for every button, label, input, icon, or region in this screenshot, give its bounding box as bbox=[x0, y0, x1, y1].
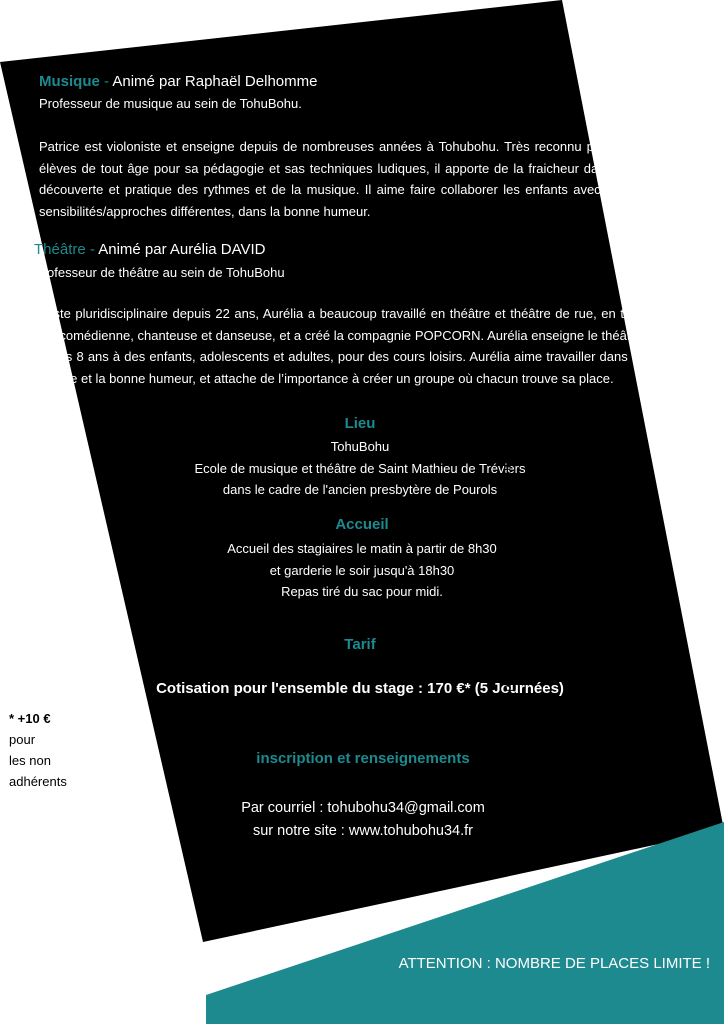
print-notice-vertical bbox=[500, 382, 516, 782]
lieu-block bbox=[110, 436, 610, 501]
inscription-title: inscription et renseignements bbox=[256, 750, 470, 767]
lieu-title: Lieu bbox=[344, 415, 376, 432]
accueil-title: Accueil bbox=[335, 516, 389, 533]
note-line: pour bbox=[9, 732, 36, 747]
accueil-block bbox=[112, 538, 612, 603]
tarif-title: Tarif bbox=[344, 636, 376, 653]
theatre-separator: - bbox=[85, 241, 99, 258]
musique-animator: Animé par Raphaël Delhomme bbox=[112, 73, 318, 90]
note-price: * +10 € bbox=[9, 711, 51, 726]
musique-heading bbox=[39, 73, 639, 90]
lieu-line: TohuBohu bbox=[330, 439, 390, 454]
tarif-cotisation: Cotisation pour l'ensemble du stage : 170 €* (5 Journées) bbox=[156, 680, 564, 697]
accueil-line: Accueil des stagiaires le matin à partir de 8h30 bbox=[227, 541, 497, 556]
lieu-line: dans le cadre de l'ancien presbytère de Pourols bbox=[222, 482, 498, 497]
contact-email: Par courriel : tohubohu34@gmail.com bbox=[241, 800, 485, 816]
note-line: adhérents bbox=[9, 774, 67, 789]
accueil-line: et garderie le soir jusqu'à 18h30 bbox=[269, 562, 455, 578]
non-member-note bbox=[9, 708, 99, 792]
musique-subtitle: Professeur de musique au sein de TohuBohu. bbox=[39, 96, 302, 111]
lieu-line: Ecole de musique et théâtre de Saint Mathieu de Tréviers bbox=[194, 460, 526, 476]
theatre-description: Artiste pluridisciplinaire depuis 22 ans, Aurélia a beaucoup travaillé en théâtre et théâtre de rue, en tant que comédienne, chanteuse et danseuse, et a créé la compagnie POPCORN. Aurélia enseigne le théâtre depuis 8 ans à des enfants, adolescents et adultes, pour des cours loisirs. Aurélia aime travailler dans la détente et la bonne humeur, et attache de l’importance à créer un groupe où chacun trouve sa place. bbox=[34, 306, 642, 386]
contact-site: sur notre site : www.tohubohu34.fr bbox=[252, 823, 474, 839]
musique-label: Musique bbox=[39, 73, 100, 90]
print-notice-text: imprimé par nos soins - Ne pas jeter sur la voie publique. bbox=[500, 424, 514, 740]
contact-block bbox=[113, 797, 613, 843]
musique-separator: - bbox=[99, 73, 113, 90]
theatre-label: Théâtre bbox=[34, 241, 86, 258]
musique-description: Patrice est violoniste et enseigne depuis de nombreuses années à Tohubohu. Très reconnu par les élèves de tout âge pour sa pédagogie et sas techniques ludiques, il apporte de la fraicheur dans la découverte et pratique des rythmes et de la musique. Il aime faire collaborer les enfants avec des sensibilités/approches différentes, dans la bonne humeur. bbox=[39, 139, 627, 219]
accueil-line: Repas tiré du sac pour midi. bbox=[281, 584, 443, 599]
attention-banner: ATTENTION : NOMBRE DE PLACES LIMITE ! bbox=[398, 955, 710, 972]
note-line: les non bbox=[9, 753, 51, 768]
theatre-heading bbox=[34, 241, 634, 258]
theatre-animator: Animé par Aurélia DAVID bbox=[98, 241, 266, 258]
theatre-subtitle: Professeur de théâtre au sein de TohuBohu bbox=[34, 265, 285, 280]
